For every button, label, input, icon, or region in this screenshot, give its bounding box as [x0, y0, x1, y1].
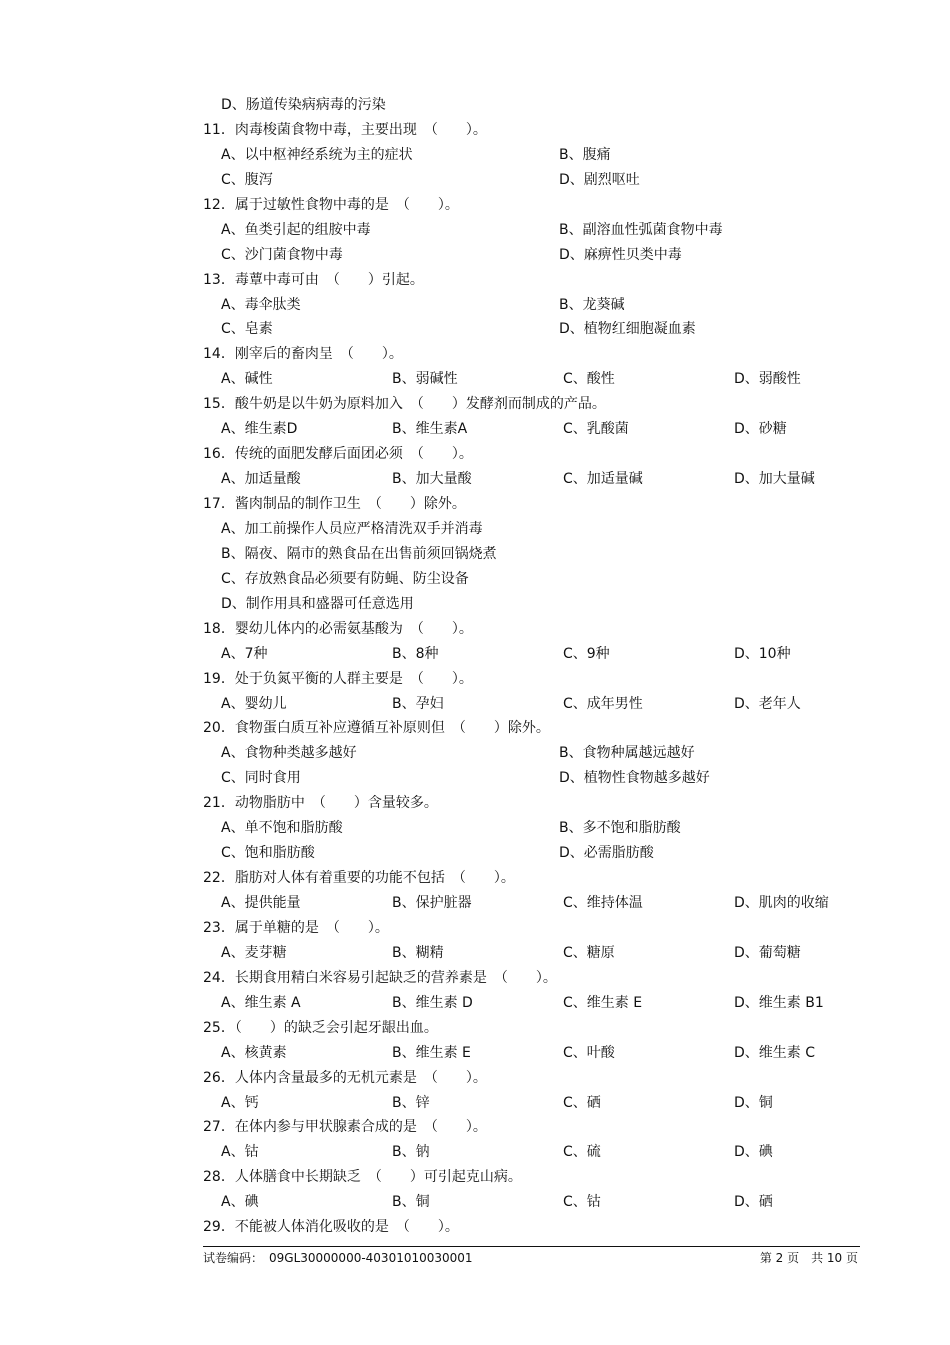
options-row — [0, 367, 950, 392]
answer-option: B、隔夜、隔市的熟食品在出售前须回锅烧煮 — [221, 545, 497, 562]
answer-option: B、维生素 E — [392, 1044, 471, 1061]
answer-option: B、维生素A — [392, 421, 468, 438]
question-row — [0, 392, 950, 417]
answer-option: B、龙葵碱 — [559, 296, 625, 313]
answer-option: C、维持体温 — [563, 895, 643, 911]
answer-option: C、硒 — [563, 1094, 601, 1111]
question-row — [0, 1115, 950, 1140]
answer-option: C、沙门菌食物中毒 — [221, 246, 343, 263]
options-row — [0, 317, 950, 342]
question-row — [0, 791, 950, 816]
answer-option: C、酸性 — [563, 371, 615, 388]
question-text: 16．传统的面肥发酵后面团必须 （ ）。 — [203, 446, 473, 463]
question-row — [0, 617, 950, 642]
options-row — [0, 467, 950, 492]
options-row — [0, 816, 950, 841]
question-text: 23．属于单糖的是 （ ）。 — [203, 919, 389, 936]
answer-option: B、保护脏器 — [392, 895, 472, 911]
answer-option: A、鱼类引起的组胺中毒 — [221, 221, 371, 238]
options-row — [0, 891, 950, 916]
question-text: 24．长期食用精白米容易引起缺乏的营养素是 （ ）。 — [203, 969, 557, 986]
answer-option: D、10种 — [734, 645, 791, 662]
answer-option: D、砂糖 — [734, 421, 787, 438]
question-text: 12．属于过敏性食物中毒的是 （ ）。 — [203, 196, 459, 213]
question-text: 18．婴幼儿体内的必需氨基酸为 （ ）。 — [203, 620, 473, 637]
answer-option: C、腹泻 — [221, 171, 273, 188]
answer-option: D、铜 — [734, 1094, 773, 1111]
answer-option: A、维生素 A — [221, 994, 301, 1011]
options-row — [0, 517, 950, 542]
options-row — [0, 592, 950, 617]
answer-option: A、以中枢神经系统为主的症状 — [221, 146, 413, 163]
question-row — [0, 866, 950, 891]
question-row — [0, 1066, 950, 1091]
question-text: 15．酸牛奶是以牛奶为原料加入 （ ）发酵剂而制成的产品。 — [203, 396, 606, 413]
answer-option: A、毒伞肽类 — [221, 296, 301, 313]
question-row — [0, 268, 950, 293]
options-row — [0, 417, 950, 442]
answer-option: A、单不饱和脂肪酸 — [221, 820, 343, 837]
answer-option: D、制作用具和盛器可任意选用 — [221, 595, 414, 612]
answer-option: C、9种 — [563, 645, 610, 662]
answer-option: A、食物种类越多越好 — [221, 745, 357, 762]
answer-option: B、铜 — [392, 1194, 430, 1211]
answer-option: A、维生素D — [221, 421, 298, 438]
question-text: 27．在体内参与甲状腺素合成的是 （ ）。 — [203, 1119, 487, 1136]
options-row — [0, 218, 950, 243]
answer-option: D、维生素 C — [734, 1044, 816, 1061]
options-row — [0, 1091, 950, 1116]
question-row — [0, 193, 950, 218]
answer-option: D、弱酸性 — [734, 371, 801, 388]
question-text: 28．人体膳食中长期缺乏 （ ）可引起克山病。 — [203, 1169, 522, 1186]
answer-option: D、麻痹性贝类中毒 — [559, 246, 682, 263]
answer-option: B、8种 — [392, 645, 439, 662]
question-row — [0, 1215, 950, 1240]
answer-option: A、提供能量 — [221, 895, 301, 911]
answer-option: C、同时食用 — [221, 770, 301, 787]
answer-option: D、葡萄糖 — [734, 944, 801, 961]
answer-option: D、加大量碱 — [734, 471, 815, 488]
answer-option: D、必需脂肪酸 — [559, 845, 654, 862]
question-text: 13．毒蕈中毒可由 （ ）引起。 — [203, 271, 424, 288]
options-row — [0, 243, 950, 268]
answer-option: D、肠道传染病病毒的污染 — [221, 97, 386, 113]
options-row — [0, 168, 950, 193]
answer-option: B、锌 — [392, 1094, 430, 1111]
question-row — [0, 667, 950, 692]
answer-option: B、维生素 D — [392, 994, 473, 1011]
question-text: 20．食物蛋白质互补应遵循互补原则但 （ ）除外。 — [203, 720, 550, 737]
question-row — [0, 442, 950, 467]
footer-divider — [203, 1246, 860, 1247]
options-row — [0, 692, 950, 717]
answer-option: A、碱性 — [221, 371, 273, 388]
answer-option: D、维生素 B1 — [734, 994, 824, 1011]
options-row — [0, 1190, 950, 1215]
answer-option: B、副溶血性弧菌食物中毒 — [559, 221, 723, 238]
answer-option: C、成年男性 — [563, 695, 643, 712]
question-text: 19．处于负氮平衡的人群主要是 （ ）。 — [203, 670, 473, 687]
question-list — [0, 93, 950, 1240]
question-text: 26．人体内含量最多的无机元素是 （ ）。 — [203, 1069, 487, 1086]
answer-option: C、钴 — [563, 1194, 601, 1211]
answer-option: A、7种 — [221, 645, 268, 662]
question-text: 11．肉毒梭菌食物中毒，主要出现 （ ）。 — [203, 121, 487, 138]
answer-option: A、麦芽糖 — [221, 944, 287, 961]
answer-option: C、糖原 — [563, 944, 615, 961]
page-number: 第 2 页 共 10 页 — [759, 1251, 858, 1265]
question-row — [0, 916, 950, 941]
options-row — [0, 542, 950, 567]
question-text: 21．动物脂肪中 （ ）含量较多。 — [203, 795, 438, 812]
options-row — [0, 642, 950, 667]
answer-option: D、肌肉的收缩 — [734, 895, 829, 911]
options-row — [0, 567, 950, 592]
answer-option: B、孕妇 — [392, 695, 444, 712]
options-row — [0, 991, 950, 1016]
answer-option: A、婴幼儿 — [221, 695, 287, 712]
answer-option: B、加大量酸 — [392, 471, 472, 488]
answer-option: A、加适量酸 — [221, 471, 301, 488]
answer-option: D、碘 — [734, 1144, 773, 1161]
options-row — [0, 941, 950, 966]
answer-option: A、加工前操作人员应严格清洗双手并消毒 — [221, 520, 483, 537]
answer-option: C、叶酸 — [563, 1044, 615, 1061]
answer-option: D、植物性食物越多越好 — [559, 770, 710, 787]
question-row — [0, 1165, 950, 1190]
answer-option: B、多不饱和脂肪酸 — [559, 820, 681, 837]
question-text: 22．脂肪对人体有着重要的功能不包括 （ ）。 — [203, 870, 515, 887]
options-row — [0, 766, 950, 791]
answer-option: C、存放熟食品必须要有防蝇、防尘设备 — [221, 570, 469, 587]
answer-option: C、硫 — [563, 1144, 601, 1161]
answer-option: C、加适量碱 — [563, 471, 643, 488]
question-row — [0, 1016, 950, 1041]
question-row — [0, 342, 950, 367]
question-row — [0, 966, 950, 991]
answer-option: B、弱碱性 — [392, 371, 458, 388]
question-row — [0, 492, 950, 517]
answer-option: B、食物种属越远越好 — [559, 745, 695, 762]
options-row — [0, 293, 950, 318]
question-text: 14．刚宰后的畜肉呈 （ ）。 — [203, 346, 403, 363]
answer-option: A、碘 — [221, 1194, 259, 1211]
answer-option: D、剧烈呕吐 — [559, 171, 640, 188]
answer-option: A、钙 — [221, 1094, 259, 1111]
question-row — [0, 716, 950, 741]
options-row — [0, 93, 950, 118]
answer-option: C、饱和脂肪酸 — [221, 845, 315, 862]
answer-option: D、老年人 — [734, 695, 801, 712]
answer-option: C、皂素 — [221, 321, 273, 338]
answer-option: B、糊精 — [392, 944, 444, 961]
answer-option: D、植物红细胞凝血素 — [559, 321, 696, 338]
options-row — [0, 1041, 950, 1066]
exam-code: 试卷编码： 09GL30000000-40301010030001 — [203, 1251, 473, 1265]
question-text: 29．不能被人体消化吸收的是 （ ）。 — [203, 1219, 459, 1236]
answer-option: A、核黄素 — [221, 1044, 287, 1061]
options-row — [0, 741, 950, 766]
answer-option: B、钠 — [392, 1144, 430, 1161]
options-row — [0, 1140, 950, 1165]
answer-option: C、维生素 E — [563, 994, 643, 1011]
answer-option: D、硒 — [734, 1194, 773, 1211]
answer-option: B、腹痛 — [559, 146, 611, 163]
options-row — [0, 143, 950, 168]
question-text: 25．（ ）的缺乏会引起牙龈出血。 — [203, 1019, 438, 1036]
question-row — [0, 118, 950, 143]
answer-option: C、乳酸菌 — [563, 421, 629, 438]
options-row — [0, 841, 950, 866]
answer-option: A、钴 — [221, 1144, 259, 1161]
question-text: 17．酱肉制品的制作卫生 （ ）除外。 — [203, 496, 466, 512]
